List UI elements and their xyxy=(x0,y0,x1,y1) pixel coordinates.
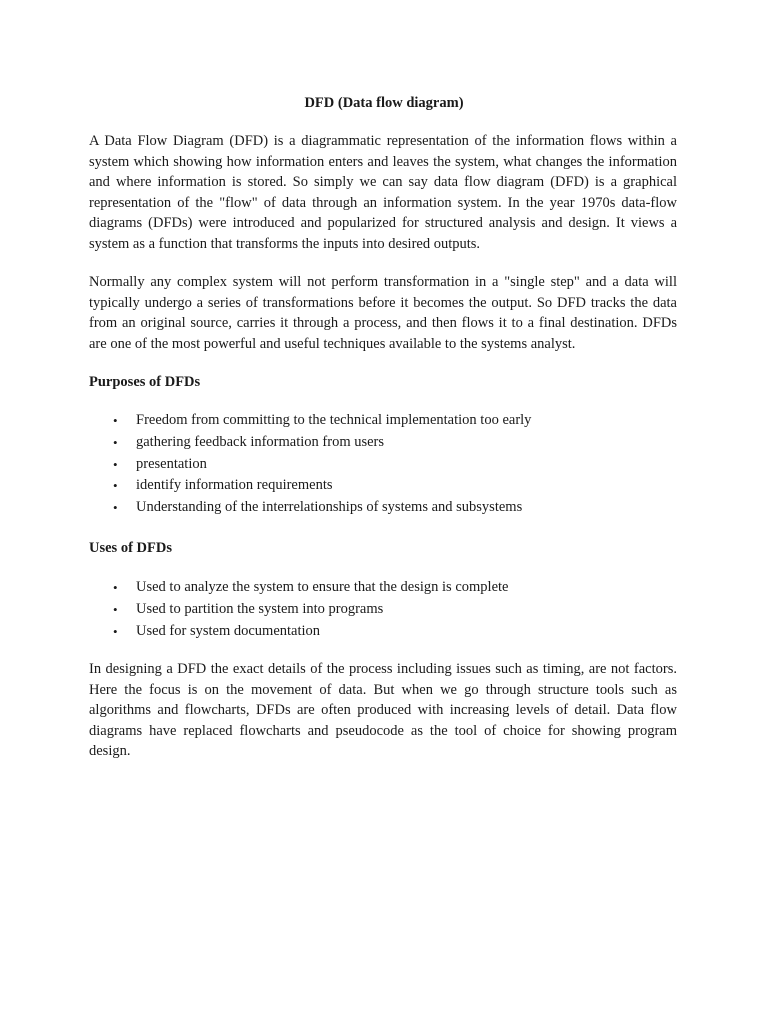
bullet-icon: • xyxy=(113,580,118,595)
bullet-icon: • xyxy=(113,500,118,516)
design-paragraph: In designing a DFD the exact details of the process including issues such as timing, are not factors. Here the focus is on the movement of data. But when we go through structure tools such as algorithms and flowcharts, DFDs are often produced with increasing levels of detail. Data flow diagrams have replaced flowcharts and pseudocode as the tool of choice for showing program design. xyxy=(89,661,677,759)
uses-heading: Uses of DFDs xyxy=(89,540,172,556)
list-item-text: Understanding of the interrelationships of systems and subsystems xyxy=(136,499,523,516)
list-item xyxy=(89,599,677,621)
list-item xyxy=(89,621,677,643)
purposes-heading: Purposes of DFDs xyxy=(89,374,201,390)
intro-paragraph: A Data Flow Diagram (DFD) is a diagrammatic representation of the information flows within a system which showing how information enters and leaves the system, what changes the information and where information is stored. So simply we can say data flow diagram (DFD) is a graphical representation of the "flow" of data through an information system. In the year 1970s data-flow diagrams (DFDs) were introduced and popularized for structured analysis and design. It views a system as a function that transforms the inputs into desired outputs. xyxy=(89,133,677,252)
uses-list xyxy=(89,577,677,642)
bullet-icon: • xyxy=(113,478,118,494)
list-item-text: Used to partition the system into programs xyxy=(136,600,384,617)
list-item-text: gathering feedback information from users xyxy=(136,433,385,450)
list-item xyxy=(89,410,677,432)
list-item xyxy=(89,475,677,497)
transformation-paragraph: Normally any complex system will not perform transformation in a "single step" and a data will typically undergo a series of transformations before it becomes the output. So DFD tracks the data from an original source, carries it through a process, and then flows it to a final destination. DFDs are one of the most powerful and useful techniques available to the systems analyst. xyxy=(89,274,677,352)
document-title: DFD (Data flow diagram) xyxy=(304,95,464,111)
list-item-text: Used for system documentation xyxy=(136,622,321,639)
list-item xyxy=(89,577,677,599)
bullet-icon: • xyxy=(113,456,118,472)
list-item-text: Freedom from committing to the technical implementation too early xyxy=(136,412,532,428)
bullet-icon: • xyxy=(113,623,118,639)
list-item-text: identify information requirements xyxy=(136,477,333,494)
list-item xyxy=(89,454,677,476)
purposes-list xyxy=(89,410,677,519)
list-item-text: Used to analyze the system to ensure that the design is complete xyxy=(136,579,509,595)
list-item xyxy=(89,497,677,519)
list-item-text: presentation xyxy=(136,455,207,472)
list-item xyxy=(89,432,677,454)
bullet-icon: • xyxy=(113,601,118,617)
bullet-icon: • xyxy=(113,413,118,428)
bullet-icon: • xyxy=(113,434,118,450)
